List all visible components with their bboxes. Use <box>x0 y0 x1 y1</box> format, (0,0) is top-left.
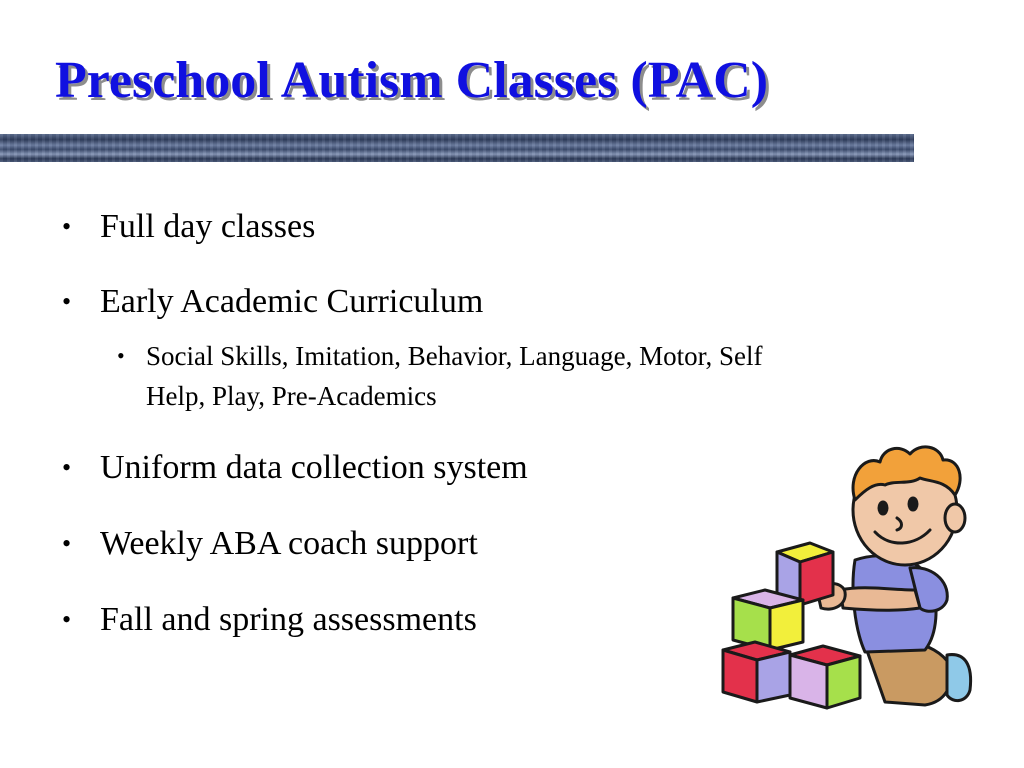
sub-bullet-text: Social Skills, Imitation, Behavior, Language, Motor, Self Help, Play, Pre-Academics <box>146 341 763 411</box>
bullet-icon: • <box>62 212 72 241</box>
child-with-blocks-clipart <box>715 440 980 720</box>
bullet-icon: • <box>62 605 72 634</box>
title-divider-bar <box>0 134 914 162</box>
bullet-text: Uniform data collection system <box>100 449 528 486</box>
sub-bullet-icon: • <box>117 343 125 368</box>
bullet-text: Full day classes <box>100 208 316 245</box>
bullet-icon: • <box>62 529 72 558</box>
bullet-text: Fall and spring assessments <box>100 601 477 638</box>
bullet-icon: • <box>62 287 72 316</box>
bullet-text: Early Academic Curriculum <box>100 283 484 320</box>
slide-title: Preschool Autism Classes (PAC) <box>55 52 769 109</box>
bullet-icon: • <box>62 453 72 482</box>
bullet-text: Weekly ABA coach support <box>100 525 478 562</box>
